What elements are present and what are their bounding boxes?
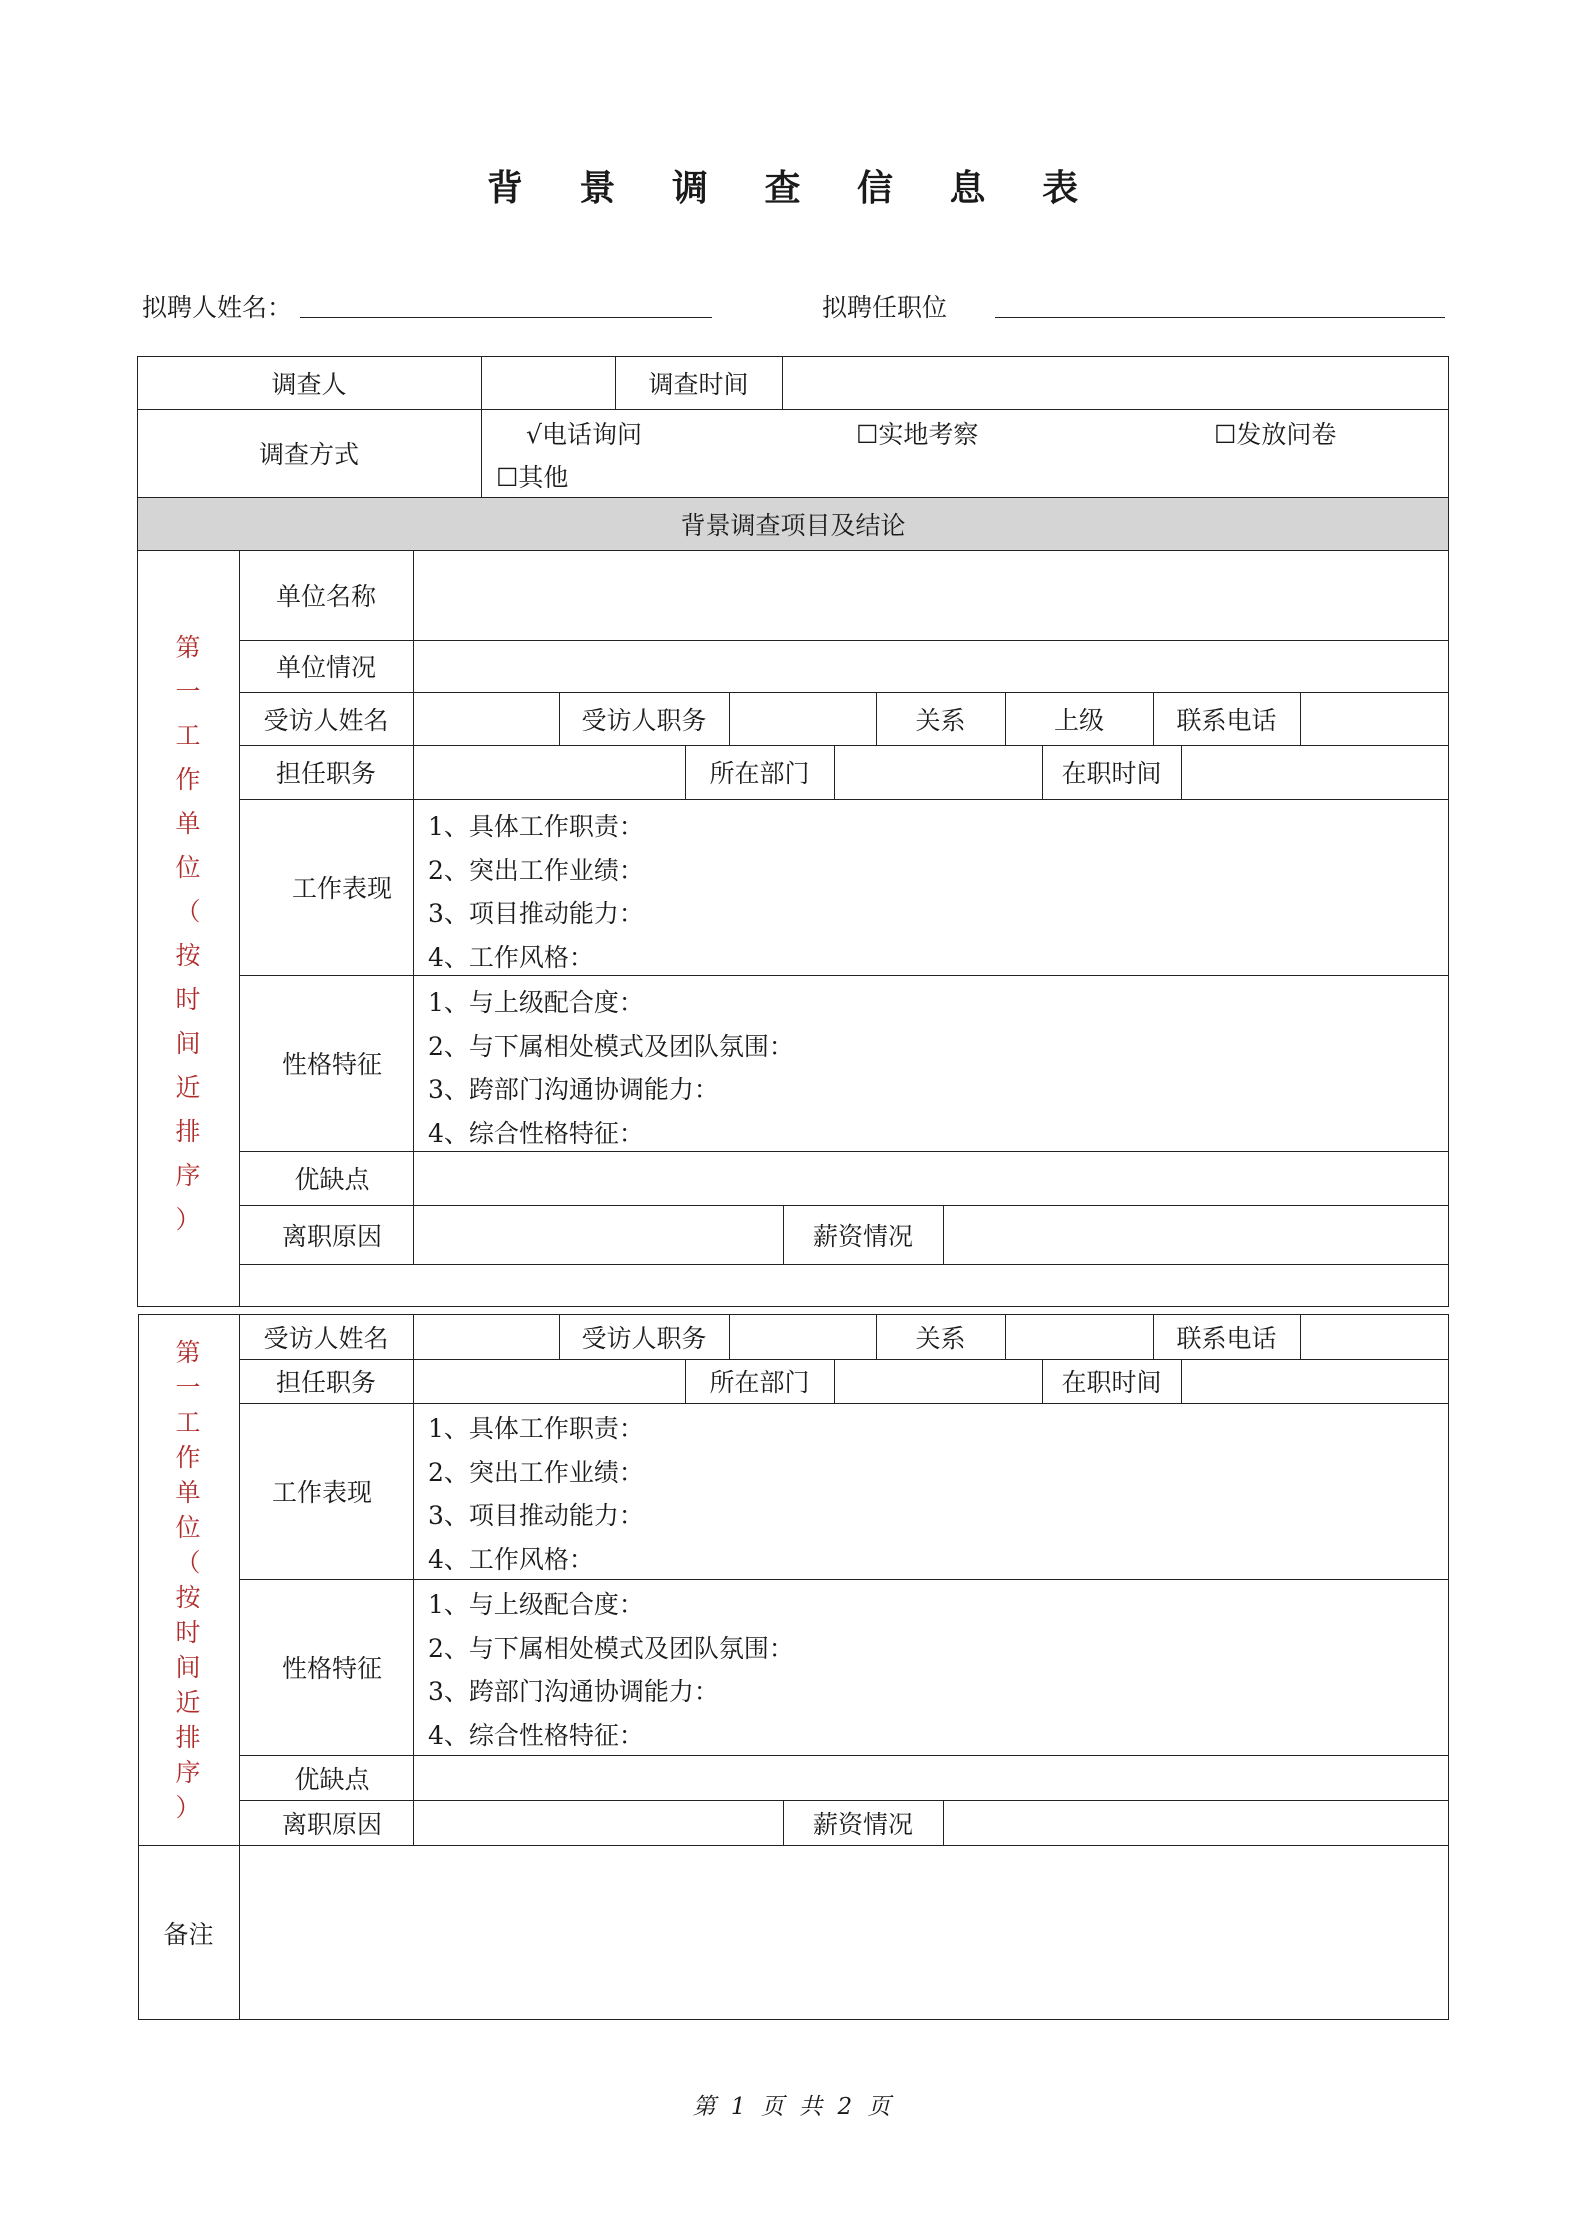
position-label: 拟聘任职位 <box>822 293 948 322</box>
tenure-label-2: 在职时间 <box>1061 1368 1162 1397</box>
character-item: 1、与上级配合度： <box>428 988 644 1017</box>
performance-item: 1、具体工作职责： <box>428 812 644 841</box>
page-number: 第 1 页 共 2 页 <box>692 2094 895 2120</box>
phone-label-2: 联系电话 <box>1176 1323 1277 1353</box>
character-item: 3、跨部门沟通协调能力： <box>428 1075 719 1104</box>
candidate-name-input[interactable] <box>300 317 712 318</box>
performance-item: 4、工作风格： <box>428 1545 594 1574</box>
performance-item: 4、工作风格： <box>428 943 594 972</box>
character-item: 1、与上级配合度： <box>428 1590 644 1619</box>
performance-item: 1、具体工作职责： <box>428 1414 644 1443</box>
method-other-option[interactable]: ☐其他 <box>496 463 569 492</box>
block2-side-label: 第 一 工 作 单 位 （ 按 时 间 近 排 序 ） <box>175 1338 201 1822</box>
performance-item: 3、项目推动能力： <box>428 899 644 928</box>
leave-reason-label-2: 离职原因 <box>281 1809 382 1839</box>
tenure-label: 在职时间 <box>1061 759 1162 788</box>
position-input[interactable] <box>995 317 1445 318</box>
relation-label: 关系 <box>915 705 966 735</box>
unit-situation-label: 单位情况 <box>275 653 376 682</box>
method-phone-option[interactable]: √电话询问 <box>526 420 642 449</box>
remarks-field[interactable] <box>240 1846 1448 2019</box>
leave-reason-label: 离职原因 <box>281 1221 382 1251</box>
relation-label-2: 关系 <box>915 1323 966 1353</box>
salary-label-2: 薪资情况 <box>812 1809 913 1839</box>
unit-name-label: 单位名称 <box>275 582 376 611</box>
salary-label: 薪资情况 <box>812 1221 913 1251</box>
phone-label: 联系电话 <box>1176 705 1277 735</box>
interviewee-position-label-2: 受访人职务 <box>581 1323 707 1353</box>
pros-cons-label: 优缺点 <box>294 1165 370 1194</box>
interviewee-name-label: 受访人姓名 <box>263 705 389 735</box>
performance-item: 2、突出工作业绩： <box>428 1458 644 1487</box>
candidate-name-label: 拟聘人姓名： <box>142 293 293 322</box>
method-site-visit-option[interactable]: ☐实地考察 <box>856 420 979 449</box>
department-label-2: 所在部门 <box>709 1368 810 1397</box>
department-label: 所在部门 <box>709 759 810 788</box>
pros-cons-label-2: 优缺点 <box>294 1764 370 1794</box>
performance-label-2: 工作表现 <box>271 1478 372 1507</box>
relation-value: 上级 <box>1053 705 1104 735</box>
block1-side-label: 第 一 工 作 单 位 （ 按 时 间 近 排 序 ） <box>175 633 201 1234</box>
performance-item: 3、项目推动能力： <box>428 1501 644 1530</box>
checkbox-empty-icon: ☐ <box>1214 420 1237 449</box>
check-mark-icon: √ <box>526 420 542 449</box>
character-label-2: 性格特征 <box>281 1654 382 1683</box>
character-label: 性格特征 <box>281 1050 382 1079</box>
method-questionnaire-option[interactable]: ☐发放问卷 <box>1214 420 1337 449</box>
performance-label: 工作表现 <box>291 874 392 903</box>
character-item: 3、跨部门沟通协调能力： <box>428 1677 719 1706</box>
job-label-2: 担任职务 <box>275 1368 376 1397</box>
job-label: 担任职务 <box>275 759 376 788</box>
investigator-field[interactable] <box>481 356 615 409</box>
interviewee-name-label-2: 受访人姓名 <box>263 1323 389 1353</box>
survey-time-label: 调查时间 <box>648 369 749 399</box>
checkbox-empty-icon: ☐ <box>496 463 519 492</box>
page-title: 背 景 调 查 信 息 表 <box>486 167 1101 209</box>
performance-item: 2、突出工作业绩： <box>428 856 644 885</box>
investigator-label: 调查人 <box>271 369 347 399</box>
section-title: 背景调查项目及结论 <box>680 510 906 540</box>
character-item: 2、与下属相处模式及团队氛围： <box>428 1634 794 1663</box>
character-item: 2、与下属相处模式及团队氛围： <box>428 1032 794 1061</box>
interviewee-position-label: 受访人职务 <box>581 705 707 735</box>
survey-method-label: 调查方式 <box>258 440 359 469</box>
remarks-label: 备注 <box>163 1919 214 1949</box>
character-item: 4、综合性格特征： <box>428 1119 644 1148</box>
checkbox-empty-icon: ☐ <box>856 420 879 449</box>
survey-time-field[interactable] <box>782 356 1449 409</box>
character-item: 4、综合性格特征： <box>428 1721 644 1750</box>
